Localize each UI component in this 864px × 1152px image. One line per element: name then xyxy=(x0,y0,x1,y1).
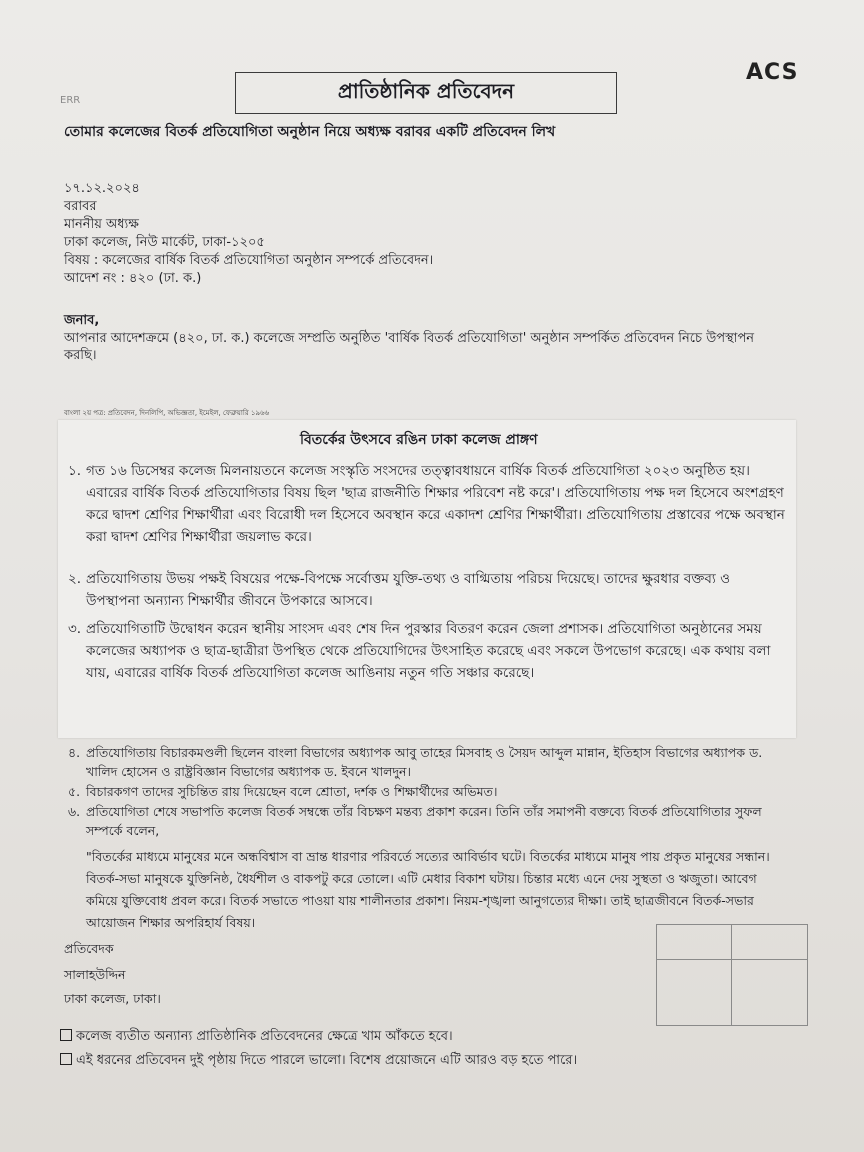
item-number: ৪. xyxy=(68,745,81,760)
item-number: ২. xyxy=(68,571,82,587)
faded-stamp: ERR xyxy=(60,95,81,106)
grid-divider xyxy=(657,959,807,960)
report-item xyxy=(68,568,786,612)
note-item xyxy=(60,1052,577,1069)
note-text: কলেজ ব্যতীত অন্যান্য প্রাতিষ্ঠানিক প্রতিবেদনের ক্ষেত্রে খাম আঁকতে হবে। xyxy=(76,1029,453,1044)
letter-date: ১৭.১২.২০২৪ xyxy=(64,181,140,196)
item-text: প্রতিযোগিতাটি উদ্বোধন করেন স্থানীয় সাংসদ এবং শেষ দিন পুরস্কার বিতরণ করেন জেলা প্রশাসক। প্রতিযোগিতা অনুষ্ঠানের সময় কলেজের অধ্যাপক ও ছাত্র-ছাত্রীরা উপস্থিত থেকে প্রতিযোগিদের উৎসাহিত করেছে এবং সকলে উপভোগ করেছে। এক কথায় বলা যায়, এবারের বার্ষিক বিতর্ক প্রতিযোগিতা কলেজ আঙিনায় নতুন গতি সঞ্চার করেছে। xyxy=(86,621,771,681)
letter-to: বরাবর xyxy=(64,199,97,214)
grid-divider xyxy=(731,925,732,1025)
note-item xyxy=(60,1028,453,1045)
intro-paragraph: আপনার আদেশক্রমে (৪২০, ঢা. ক.) কলেজে সম্প্রতি অনুষ্ঠিত 'বার্ষিক বিতর্ক প্রতিযোগিতা' অনুষ্ঠান সম্পর্কিত প্রতিবেদন নিচে উপস্থাপন করছি। xyxy=(64,331,755,363)
reporter-institution: ঢাকা কলেজ, ঢাকা। xyxy=(64,991,161,1006)
letter-address: ঢাকা কলেজ, নিউ মার্কেট, ঢাকা-১২০৫ xyxy=(64,235,265,250)
page-title-text: প্রাতিষ্ঠানিক প্রতিবেদন xyxy=(337,78,515,103)
letter-subject: বিষয় : কলেজের বার্ষিক বিতর্ক প্রতিযোগিতা অনুষ্ঠান সম্পর্কে প্রতিবেদন। xyxy=(64,253,434,268)
note-text: এই ধরনের প্রতিবেদন দুই পৃষ্ঠায় দিতে পারলে ভালো। বিশেষ প্রয়োজনে এটি আরও বড় হতে পারে। xyxy=(76,1053,578,1068)
report-item xyxy=(68,802,776,840)
item-text: প্রতিযোগিতা শেষে সভাপতি কলেজ বিতর্ক সম্বন্ধে তাঁর বিচক্ষণ মন্তব্য প্রকাশ করেন। তিনি তাঁর সমাপনী বক্তব্যে বিতর্ক প্রতিযোগিতার সুফল সম্পর্কে বলেন, xyxy=(86,804,762,838)
item-number: ৬. xyxy=(68,804,81,819)
report-item xyxy=(68,460,786,548)
item-text: গত ১৬ ডিসেম্বর কলেজ মিলনায়তনে কলেজ সংস্কৃতি সংসদের তত্ত্বাবধায়নে বার্ষিক বিতর্ক প্রতিযোগিতা ২০২৩ অনুষ্ঠিত হয়। এবারের বার্ষিক বিতর্ক প্রতিযোগিতার বিষয় ছিল 'ছাত্র রাজনীতি শিক্ষার পরিবেশ নষ্ট করে'। প্রতিযোগিতায় পক্ষ দল হিসেবে অংশগ্রহণ করে দ্বাদশ শ্রেণির শিক্ষার্থীরা এবং বিরোধী দল হিসেবে অবস্থান করে একাদশ শ্রেণির শিক্ষার্থীরা। প্রতিযোগিতায় প্রস্তাবের পক্ষে অবস্থান করা দ্বাদশ শ্রেণির শিক্ষার্থীরা জয়লাভ করে। xyxy=(86,463,785,545)
checkbox-icon xyxy=(60,1053,72,1065)
item-number: ৩. xyxy=(68,621,82,637)
item-text: বিচারকগণ তাদের সুচিন্তিত রায় দিয়েছেন বলে শ্রোতা, দর্শক ও শিক্ষার্থীদের অভিমত। xyxy=(86,784,498,799)
sketched-grid xyxy=(656,924,808,1026)
brand-logo: ACS xyxy=(746,60,799,85)
report-item xyxy=(68,782,776,801)
reporter-label: প্রতিবেদক xyxy=(64,941,114,956)
item-text: প্রতিযোগিতায় উভয় পক্ষই বিষয়ের পক্ষে-বিপক্ষে সর্বোত্তম যুক্তি-তথ্য ও বাগ্মিতায় পরিচয় দিয়েছে। তাদের ক্ষুরধার বক্তব্য ও উপস্থাপনা অন্যান্য শিক্ষার্থীর জীবনে উপকারে আসবে। xyxy=(86,571,731,609)
letter-recipient: মাননীয় অধ্যক্ষ xyxy=(64,217,139,232)
item-text: প্রতিযোগিতায় বিচারকমণ্ডলী ছিলেন বাংলা বিভাগের অধ্যাপক আবু তাহের মিসবাহ ও সৈয়দ আব্দুল মান্নান, ইতিহাস বিভাগের অধ্যাপক ড. খালিদ হোসেন ও রাষ্ট্রবিজ্ঞান বিভাগের অধ্যাপক ড. ইবনে খালদুন। xyxy=(86,745,763,779)
report-headline: বিতর্কের উৎসবে রঙিন ঢাকা কলেজ প্রাঙ্গণ xyxy=(300,432,538,448)
reporter-name: সালাহউদ্দিন xyxy=(64,967,126,982)
source-caption: বাংলা ২য় পত্র: প্রতিবেদন, দিনলিপি, অভিজ্ঞতা, ইমেইল, ফেব্রুয়ারি ১৯৬৬ xyxy=(64,409,270,417)
checkbox-icon xyxy=(60,1029,72,1041)
report-item xyxy=(68,743,776,781)
closing-quote: "বিতর্কের মাধ্যমে মানুষের মনে অন্ধবিশ্বাস বা ভ্রান্ত ধারণার পরিবর্তে সত্যের আবির্ভাব ঘটে। বিতর্কের মাধ্যমে মানুষ পায় প্রকৃত মানুষের সন্ধান। বিতর্ক-সভা মানুষকে যুক্তিনিষ্ঠ, ধৈর্যশীল ও বাকপটু করে তোলে। এটি মেধার বিকাশ ঘটায়। চিন্তার মধ্যে এনে দেয় সুস্থতা ও ঋজুতা। আবেগ কমিয়ে যুক্তিবোধ প্রবল করে। বিতর্ক সভাতে পাওয়া যায় শালীনতার প্রকাশ। নিয়ম-শৃঙ্খলা আনুগত্যের দীক্ষা। তাই ছাত্রজীবনে বিতর্ক-সভার আয়োজন শিক্ষার অপরিহার্য বিষয়। xyxy=(86,849,770,930)
page-title xyxy=(235,72,617,114)
item-number: ১. xyxy=(68,463,82,479)
letter-order: আদেশ নং : ৪২০ (ঢা. ক.) xyxy=(64,271,202,286)
question-line: তোমার কলেজের বিতর্ক প্রতিযোগিতা অনুষ্ঠান নিয়ে অধ্যক্ষ বরাবর একটি প্রতিবেদন লিখ xyxy=(64,124,556,140)
item-number: ৫. xyxy=(68,784,81,799)
salutation: জনাব, xyxy=(64,313,100,328)
report-item xyxy=(68,618,786,684)
